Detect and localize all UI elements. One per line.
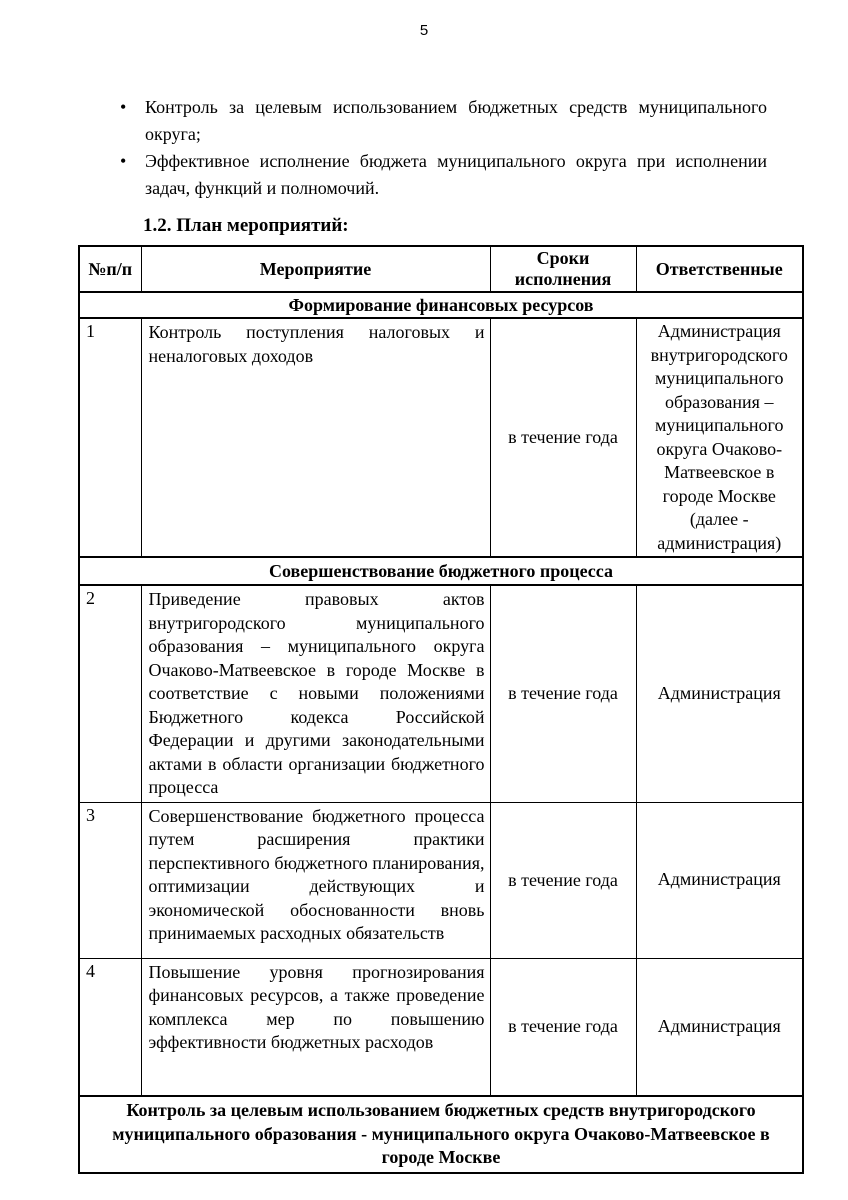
bullet-icon: • xyxy=(120,97,127,117)
list-item xyxy=(118,94,767,148)
activity-cell: Приведение правовых актов внутригородского муниципального образования – муниципального округа Очаково-Матвеевское в городе Москве в соответствие с новыми положениями Бюджетного кодекса Российской Федерации и другими законодательными актами в области организации бюджетного процесса xyxy=(141,585,490,802)
list-item xyxy=(118,148,767,202)
section-title: Формирование финансовых ресурсов xyxy=(79,292,803,318)
table-row xyxy=(79,958,803,1096)
activity-cell: Повышение уровня прогнозирования финансовых ресурсов, а также проведение комплекса мер по повышению эффективности бюджетных расходов xyxy=(141,958,490,1096)
activity-cell: Совершенствование бюджетного процесса путем расширения практики перспективного бюджетного планирования, оптимизации действующих и экономической обоснованности вновь принимаемых расходных обязательств xyxy=(141,802,490,958)
page-number: 5 xyxy=(419,22,429,39)
plan-table xyxy=(78,245,804,1174)
header-timing: Сроки исполнения xyxy=(490,246,636,292)
section-row-finance xyxy=(79,292,803,318)
section-title: Совершенствование бюджетного процесса xyxy=(79,557,803,585)
timing-cell: в течение года xyxy=(490,318,636,557)
timing-cell: в течение года xyxy=(490,585,636,802)
row-number-cell: 3 xyxy=(79,802,141,958)
header-responsible: Ответственные xyxy=(636,246,803,292)
bullet-icon: • xyxy=(120,151,127,171)
row-number-cell: 4 xyxy=(79,958,141,1096)
table-row xyxy=(79,802,803,958)
activity-cell: Контроль поступления налоговых и неналоговых доходов xyxy=(141,318,490,557)
timing-cell: в течение года xyxy=(490,802,636,958)
responsible-cell: Администрация xyxy=(636,585,803,802)
row-number-cell: 2 xyxy=(79,585,141,802)
table-row xyxy=(79,318,803,557)
table-row xyxy=(79,585,803,802)
responsible-cell: Администрация внутригородского муниципального образования – муниципального округа Очаково-Матвеевское в городе Москве (далее - администрация) xyxy=(636,318,803,557)
timing-cell: в течение года xyxy=(490,958,636,1096)
header-num: №п/п xyxy=(79,246,141,292)
bullet-text: Эффективное исполнение бюджета муниципального округа при исполнении задач, функций и полномочий. xyxy=(145,151,767,198)
section-row-budget-process xyxy=(79,557,803,585)
section-row-control xyxy=(79,1096,803,1173)
responsible-cell: Администрация xyxy=(636,802,803,958)
section-title: Контроль за целевым использованием бюджетных средств внутригородского муниципального образования - муниципального округа Очаково-Матвеевское в городе Москве xyxy=(79,1096,803,1173)
bullet-list xyxy=(118,94,767,202)
responsible-cell: Администрация xyxy=(636,958,803,1096)
bullet-text: Контроль за целевым использованием бюджетных средств муниципального округа; xyxy=(145,97,767,144)
table-header-row xyxy=(79,246,803,292)
row-number-cell: 1 xyxy=(79,318,141,557)
section-heading: 1.2. План мероприятий: xyxy=(143,215,349,236)
header-activity: Мероприятие xyxy=(141,246,490,292)
